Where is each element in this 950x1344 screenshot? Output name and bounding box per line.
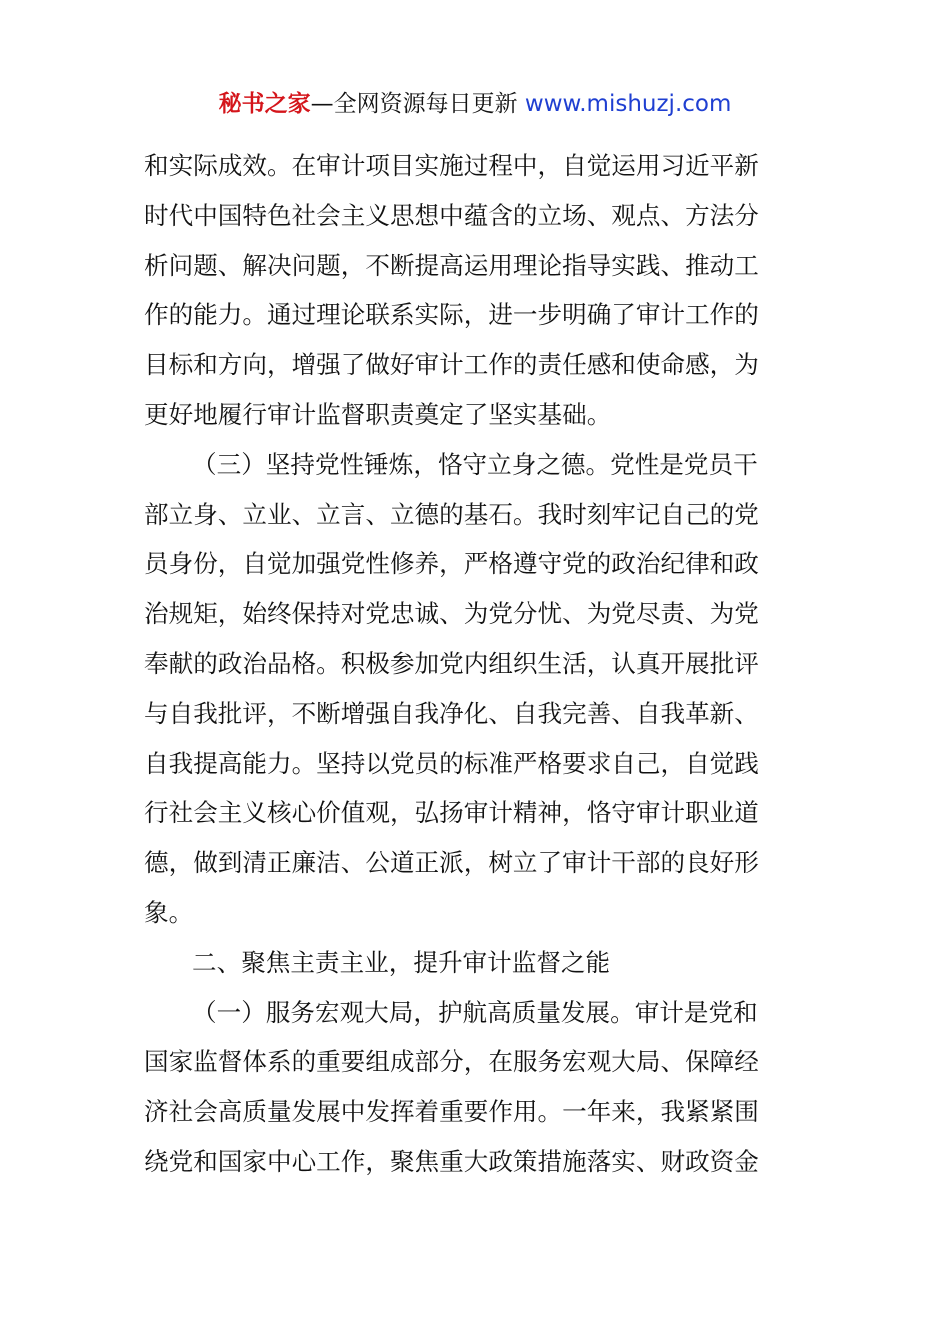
body-line: 自我提高能力。坚持以党员的标准严格要求自己，自觉践 xyxy=(144,748,759,778)
body-line: 奉献的政治品格。积极参加党内组织生活，认真开展批评 xyxy=(144,648,759,678)
document-body xyxy=(144,148,806,1194)
body-line: 象。 xyxy=(144,897,194,927)
page-header xyxy=(0,86,950,122)
body-line: 济社会高质量发展中发挥着重要作用。一年来，我紧紧围 xyxy=(144,1097,759,1127)
body-line: 目标和方向，增强了做好审计工作的责任感和使命感，为 xyxy=(144,350,759,380)
body-line: 和实际成效。在审计项目实施过程中，自觉运用习近平新 xyxy=(144,151,759,180)
body-line: 员身份，自觉加强党性修养，严格遵守党的政治纪律和政 xyxy=(144,549,759,579)
body-line: 部立身、立业、立言、立德的基石。我时刻牢记自己的党 xyxy=(144,499,759,529)
body-line: 与自我批评，不断增强自我净化、自我完善、自我革新、 xyxy=(144,698,759,728)
body-line: 治规矩，始终保持对党忠诚、为党分忧、为党尽责、为党 xyxy=(144,599,759,629)
chapter-heading-2: 二、聚焦主责主业，提升审计监督之能 xyxy=(192,947,611,977)
body-line: 析问题、解决问题，不断提高运用理论指导实践、推动工 xyxy=(144,250,759,280)
section-heading-3: （三）坚持党性锤炼，恪守立身之德。党性是党员干 xyxy=(192,449,758,479)
header-tagline: —全网资源每日更新 xyxy=(310,91,525,117)
body-line: 时代中国特色社会主义思想中蕴含的立场、观点、方法分 xyxy=(144,200,759,230)
body-line: 行社会主义核心价值观，弘扬审计精神，恪守审计职业道 xyxy=(144,798,759,828)
brand-name: 秘书之家 xyxy=(218,91,311,117)
body-line: 德，做到清正廉洁、公道正派，树立了审计干部的良好形 xyxy=(144,848,759,878)
body-line: 作的能力。通过理论联系实际，进一步明确了审计工作的 xyxy=(144,300,759,330)
body-line: 国家监督体系的重要组成部分，在服务宏观大局、保障经 xyxy=(144,1047,759,1077)
body-line: 绕党和国家中心工作，聚焦重大政策措施落实、财政资金 xyxy=(144,1146,759,1176)
section-heading-1: （一）服务宏观大局，护航高质量发展。审计是党和 xyxy=(192,997,758,1027)
header-url[interactable]: www.mishuzj.com xyxy=(524,91,732,117)
body-line: 更好地履行审计监督职责奠定了坚实基础。 xyxy=(144,399,612,429)
